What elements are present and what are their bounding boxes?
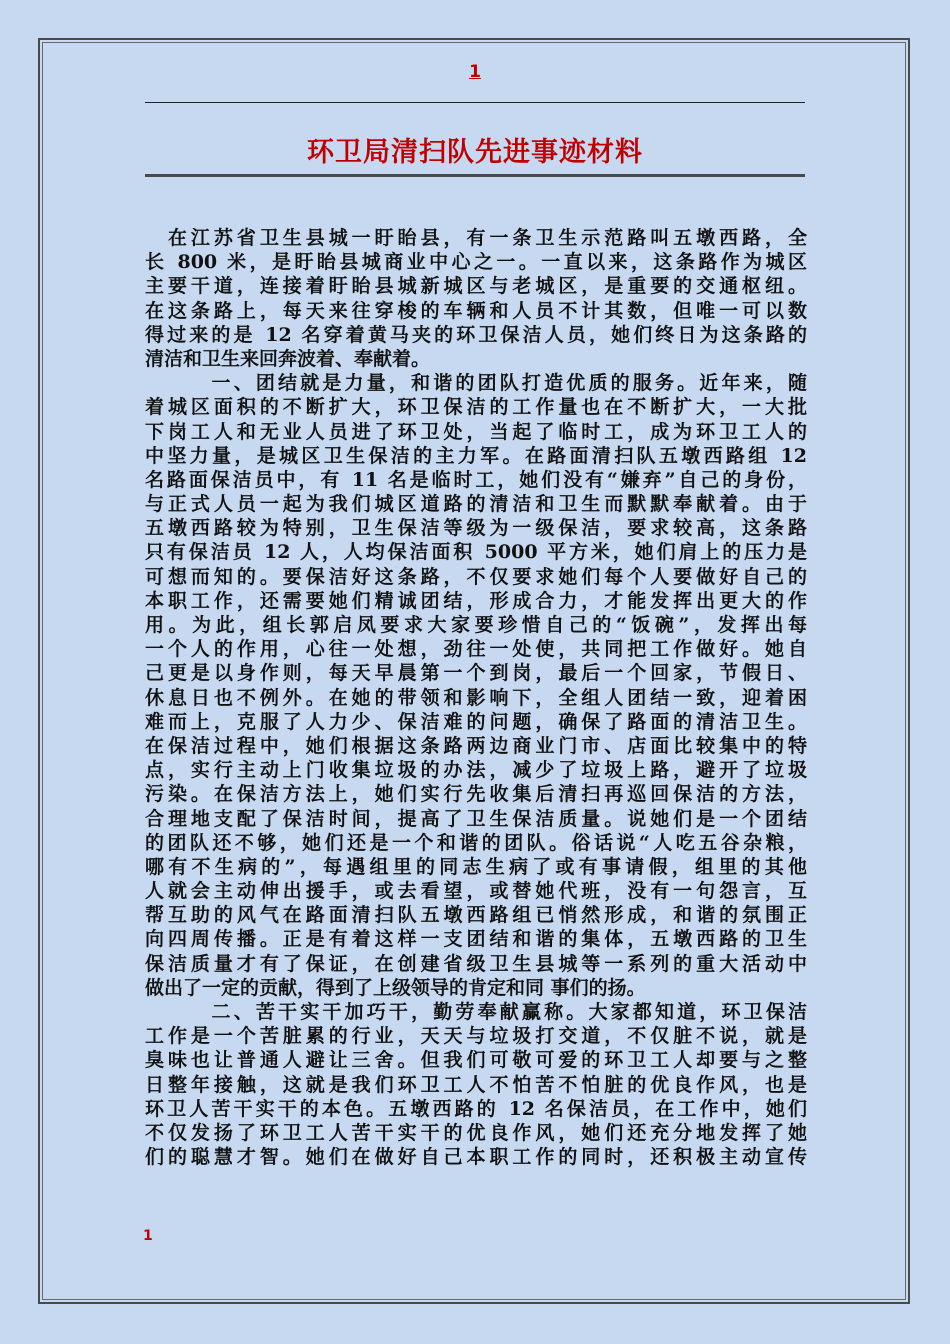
body-line: 得过来的是 12 名穿着黄马夹的环卫保洁人员，她们终日为这条路的	[145, 323, 807, 346]
body-line: 着城区面积的不断扩大，环卫保洁的工作量也在不断扩大，一大批	[145, 396, 807, 419]
body-line: 日整年接触，这就是我们环卫工人不怕苦不怕脏的优良作风，也是	[145, 1073, 807, 1096]
body-line: 帮互助的风气在路面清扫队五墩西路组已悄然形成，和谐的氛围正	[145, 904, 807, 927]
header-page-number: 1	[469, 62, 481, 82]
body-line: 清洁和卫生来回奔波着、奉献着。	[145, 347, 431, 370]
body-line: 哪有不生病的”，每遇组里的同志生病了或有事请假，组里的其他	[145, 855, 807, 878]
body-line: 五墩西路较为特别，卫生保洁等级为一级保洁，要求较高，这条路	[145, 517, 807, 540]
body-line: 一、团结就是力量，和谐的团队打造优质的服务。近年来，随	[145, 372, 807, 395]
body-line: 名路面保洁员中，有 11 名是临时工，她们没有“嫌弃”自己的身份，	[145, 468, 807, 491]
body-line: 一个人的作用，心往一处想，劲往一处使，共同把工作做好。她自	[145, 638, 807, 661]
body-line: 己更是以身作则，每天早晨第一个到岗，最后一个回家，节假日、	[145, 662, 807, 685]
header-divider	[145, 102, 805, 103]
body-line: 主要干道，连接着盱眙县城新城区与老城区，是重要的交通枢纽。	[145, 275, 807, 298]
body-line: 工作是一个苦脏累的行业，天天与垃圾打交道，不仅脏不说，就是	[145, 1025, 807, 1048]
body-line: 在保洁过程中，她们根据这条路两边商业门市、店面比较集中的特	[145, 734, 807, 757]
body-line: 下岗工人和无业人员进了环卫处，当起了临时工，成为环卫工人的	[145, 420, 807, 443]
body-line: 臭味也让普通人避让三舍。但我们可敬可爱的环卫工人却要与之整	[145, 1049, 807, 1072]
body-line: 向四周传播。正是有着这样一支团结和谐的集体，五墩西路的卫生	[145, 928, 807, 951]
title-divider	[145, 174, 805, 177]
body-line: 长 800 米，是盱眙县城商业中心之一。一直以来，这条路作为城区	[145, 251, 807, 274]
body-line: 可想而知的。要保洁好这条路，不仅要求她们每个人要做好自己的	[145, 565, 807, 588]
body-line: 合理地支配了保洁时间，提高了卫生保洁质量。说她们是一个团结	[145, 807, 807, 830]
body-line: 二、苦干实干加巧干，勤劳奉献赢称。大家都知道，环卫保洁	[145, 1001, 807, 1023]
body-line: 污染。在保洁方法上，她们实行先收集后清扫再巡回保洁的方法，	[145, 783, 807, 806]
body-line: 的团队还不够，她们还是一个和谐的团队。俗话说“人吃五谷杂粮，	[145, 831, 807, 854]
body-line: 保洁质量才有了保证，在创建省级卫生县城等一系列的重大活动中	[145, 952, 807, 975]
body-line: 环卫人苦干实干的本色。五墩西路的 12 名保洁员，在工作中，她们	[145, 1097, 807, 1120]
body-line: 与正式人员一起为我们城区道路的清洁和卫生而默默奉献着。由于	[145, 493, 807, 516]
footer-page-number: 1	[143, 1228, 153, 1244]
body-line: 们的聪慧才智。她们在做好自己本职工作的同时，还积极主动宣传	[145, 1146, 807, 1169]
body-line: 在这条路上，每天来往穿梭的车辆和人员不计其数，但唯一可以数	[145, 299, 807, 322]
body-line: 休息日也不例外。在她的带领和影响下，全组人团结一致，迎着困	[145, 686, 807, 709]
body-line: 在江苏省卫生县城一盱眙县，有一条卫生示范路叫五墩西路，全	[145, 227, 807, 249]
body-line: 只有保洁员 12 人，人均保洁面积 5000 平方米，她们肩上的压力是	[145, 541, 807, 564]
body-line: 中坚力量，是城区卫生保洁的主力军。在路面清扫队五墩西路组 12	[145, 444, 807, 467]
document-title: 环卫局清扫队先进事迹材料	[307, 137, 643, 168]
document-body	[145, 226, 807, 1169]
body-line: 做出了一定的贡献，得到了上级领导的肯定和同 事们的扬。	[145, 976, 646, 999]
body-line: 点，实行主动上门收集垃圾的办法，减少了垃圾上路，避开了垃圾	[145, 759, 807, 782]
body-line: 不仅发扬了环卫工人苦干实干的优良作风，她们还充分地发挥了她	[145, 1121, 807, 1144]
body-line: 用。为此，组长郭启凤要求大家要珍惜自己的“饭碗”，发挥出每	[145, 614, 807, 636]
body-line: 难而上，克服了人力少、保洁难的问题，确保了路面的清洁卫生。	[145, 710, 807, 733]
body-line: 人就会主动伸出援手，或去看望，或替她代班，没有一句怨言，互	[145, 880, 807, 903]
body-line: 本职工作，还需要她们精诚团结，形成合力，才能发挥出更大的作	[145, 589, 807, 612]
